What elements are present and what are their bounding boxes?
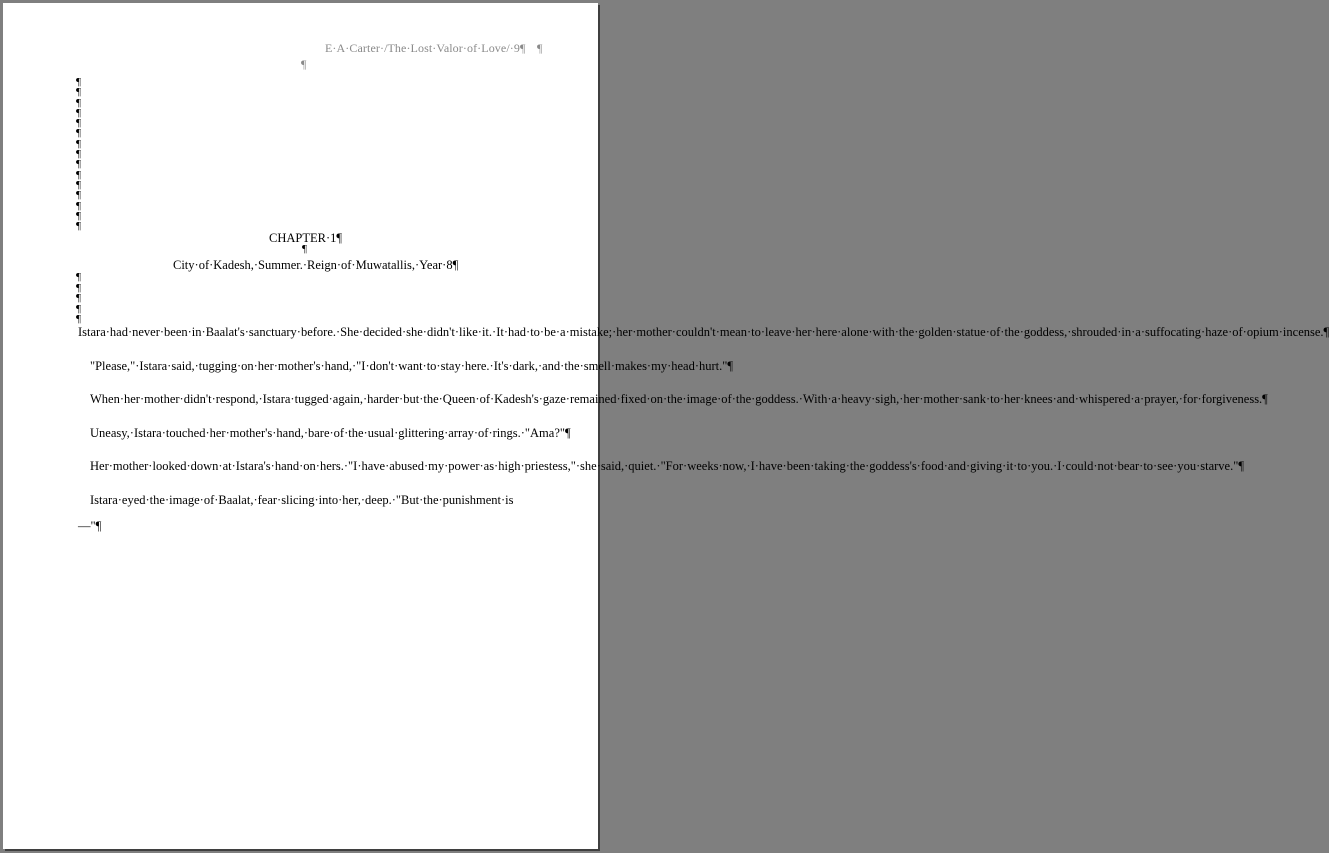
body-text[interactable] [78, 319, 1329, 547]
chapter-title: CHAPTER·1¶ [269, 231, 343, 245]
chapter-subtitle: City·of·Kadesh,·Summer.·Reign·of·Muwatallis,·Year·8¶ [173, 258, 459, 272]
paragraph[interactable]: Istara·eyed·the·image·of·Baalat,·fear·slicing·into·her,·deep.·"But·the·punishment·is—"¶ [78, 492, 514, 533]
paragraph[interactable]: Istara·had·never·been·in·Baalat's·sanctuary·before.·She·decided·she·didn't·like·it.·It·had·to·be·a·mistake;·her·mother·couldn't·mean·to·leave·her·here·alone·with·the·golden·statue·of·the·goddess,·shrouded·in·a·suffocating·haze·of·opium·incense.¶ [78, 325, 1329, 339]
paragraph[interactable]: When·her·mother·didn't·respond,·Istara·tugged·again,·harder·but·the·Queen·of·Kadesh's·gaze·remained·fixed·on·the·image·of·the·goddess.·With·a·heavy·sigh,·her·mother·sank·to·her·knees·and·whispered·a·prayer,·for·forgiveness.¶ [90, 392, 1268, 406]
header-paragraph-mark: ¶ [537, 41, 543, 55]
paragraph[interactable]: Uneasy,·Istara·touched·her·mother's·hand,·bare·of·the·usual·glittering·array·of·rings.·"Ama?"¶ [90, 425, 571, 440]
header-empty-line-mark: ¶ [301, 57, 307, 71]
blank-paragraph-marks: ¶ ¶ ¶ ¶ ¶ ¶ ¶ ¶ ¶ ¶ ¶ ¶ ¶ ¶ ¶ [76, 76, 81, 233]
running-header: E·A·Carter·/The·Lost·Valor·of·Love/·9¶ [325, 41, 526, 55]
paragraph[interactable]: "Please,"·Istara·said,·tugging·on·her·mother's·hand,·"I·don't·want·to·stay·here.·It's·dark,·and·the·smell·makes·my·head·hurt."¶ [90, 358, 734, 373]
blank-paragraph-marks-2: ¶ ¶ ¶ ¶ ¶ [76, 271, 81, 326]
chapter-empty-line-mark: ¶ [302, 243, 307, 255]
paragraph[interactable]: Her·mother·looked·down·at·Istara's·hand·on·hers.·"I·have·abused·my·power·as·high·priestess,"·she·said,·quiet.·"For·weeks·now,·I·have·been·taking·the·goddess's·food·and·giving·it·to·you.·I·could·not·bear·to·see·you·starve."¶ [90, 459, 1244, 473]
document-page [3, 3, 1329, 849]
